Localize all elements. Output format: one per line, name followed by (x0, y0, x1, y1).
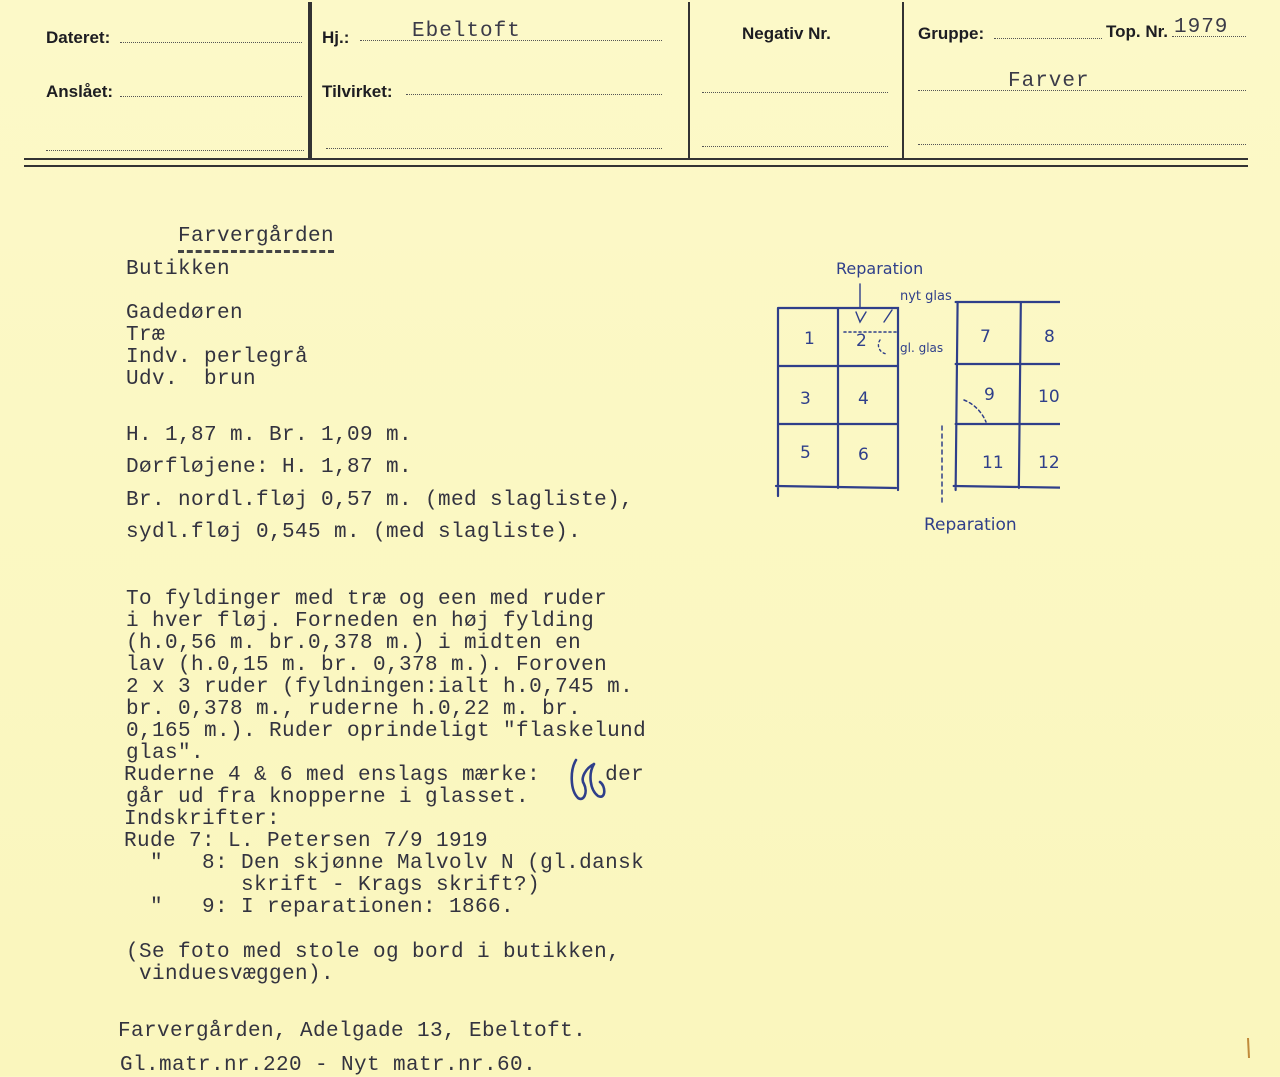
pane-8: 8 (1044, 327, 1055, 347)
door-line: Indv. perlegrå (126, 346, 309, 369)
negativ-label: Negativ Nr. (742, 24, 831, 43)
header-cell-hj (310, 2, 690, 160)
description-line: To fyldinger med træ og een med ruder (126, 588, 608, 611)
section-heading: Butikken (126, 258, 231, 281)
top-nr-label: Top. Nr. (1106, 22, 1169, 41)
description-line: " 9: I reparationen: 1866. (124, 896, 515, 919)
reparation-label-top: Reparation (836, 259, 924, 278)
description-line: br. 0,378 m., ruderne h.0,22 m. br. (126, 698, 582, 721)
blank-field-2 (326, 148, 662, 149)
gl-glas-label: gl. glas (900, 341, 944, 355)
negativ-field-2 (702, 146, 888, 147)
pane-4: 4 (858, 389, 869, 409)
hj-value: Ebeltoft (412, 20, 521, 43)
pane-10: 10 (1038, 387, 1060, 407)
dateret-field (120, 42, 302, 43)
gruppe-field (994, 38, 1102, 39)
photo-note-line: vinduesvæggen). (126, 963, 335, 986)
negativ-field-1 (702, 92, 888, 93)
anslaaet-field (120, 96, 302, 97)
door-line: Træ (126, 324, 166, 347)
header-rule-bottom (24, 165, 1248, 167)
pane-6: 6 (858, 445, 869, 465)
measure-line: sydl.fløj 0,545 m. (med slagliste). (126, 521, 582, 544)
tilvirket-field (406, 94, 662, 95)
description-line: (h.0,56 m. br.0,378 m.) i midten en (126, 632, 582, 655)
description-line: går ud fra knopperne i glasset. (126, 786, 530, 809)
photo-note-line: (Se foto med stole og bord i butikken, (126, 941, 621, 964)
description-line: skrift - Krags skrift?) (124, 874, 541, 897)
pane-12: 12 (1038, 453, 1060, 473)
top-nr-value: 1979 (1174, 16, 1229, 39)
top-nr-field (1172, 36, 1246, 37)
pane-7: 7 (980, 327, 991, 347)
description-line: lav (h.0,15 m. br. 0,378 m.). Foroven (126, 654, 608, 677)
glass-mark-symbol (566, 756, 610, 804)
anslaaet-label: Anslået: (46, 82, 114, 101)
nyt-glas-label: nyt glas (900, 289, 952, 304)
tilvirket-label: Tilvirket: (322, 82, 393, 101)
blank-field-3 (918, 144, 1246, 145)
pane-11: 11 (982, 453, 1004, 473)
description-line: Ruderne 4 & 6 med enslags mærke: der (124, 764, 645, 787)
description-line: 2 x 3 ruder (fyldningen:ialt h.0,745 m. (126, 676, 634, 699)
description-line: i hver fløj. Forneden en høj fylding (126, 610, 595, 633)
hj-label: Hj.: (322, 28, 350, 47)
pane-9: 9 (984, 385, 995, 405)
pane-3: 3 (800, 389, 811, 409)
blank-field-1 (46, 150, 304, 151)
edge-mark (1244, 1036, 1252, 1060)
measure-line: Br. nordl.fløj 0,57 m. (med slagliste), (126, 489, 634, 512)
address-line: Farvergården, Adelgade 13, Ebeltoft. (118, 1020, 587, 1043)
description-line: " 8: Den skjønne Malvolv N (gl.dansk (124, 852, 645, 875)
farver-value: Farver (1008, 70, 1090, 93)
pane-2: 2 (856, 331, 867, 351)
farver-field (918, 90, 1246, 91)
reparation-label-bottom: Reparation (924, 515, 1017, 535)
header-rule-top (24, 158, 1248, 160)
measure-line: Dørfløjene: H. 1,87 m. (126, 456, 413, 479)
description-line: Indskrifter: (124, 808, 281, 831)
dateret-label: Dateret: (46, 28, 111, 47)
header-cell-gruppe (904, 2, 1248, 160)
window-sketch (760, 250, 1060, 550)
description-line: 0,165 m.). Ruder oprindeligt "flaskelund (126, 720, 647, 743)
measure-line: H. 1,87 m. Br. 1,09 m. (126, 424, 413, 447)
document-title-text: Farvergården (178, 225, 334, 253)
door-line: Gadedøren (126, 302, 244, 325)
description-line: glas". (126, 742, 205, 765)
header-cell-date (24, 2, 310, 160)
pane-1: 1 (804, 329, 815, 349)
gruppe-label: Gruppe: (918, 24, 985, 43)
header-cell-negativ (688, 2, 904, 160)
address-line: Gl.matr.nr.220 - Nyt matr.nr.60. (120, 1054, 537, 1077)
door-line: Udv. brun (126, 368, 257, 391)
pane-5: 5 (800, 443, 811, 463)
description-line: Rude 7: L. Petersen 7/9 1919 (124, 830, 489, 853)
